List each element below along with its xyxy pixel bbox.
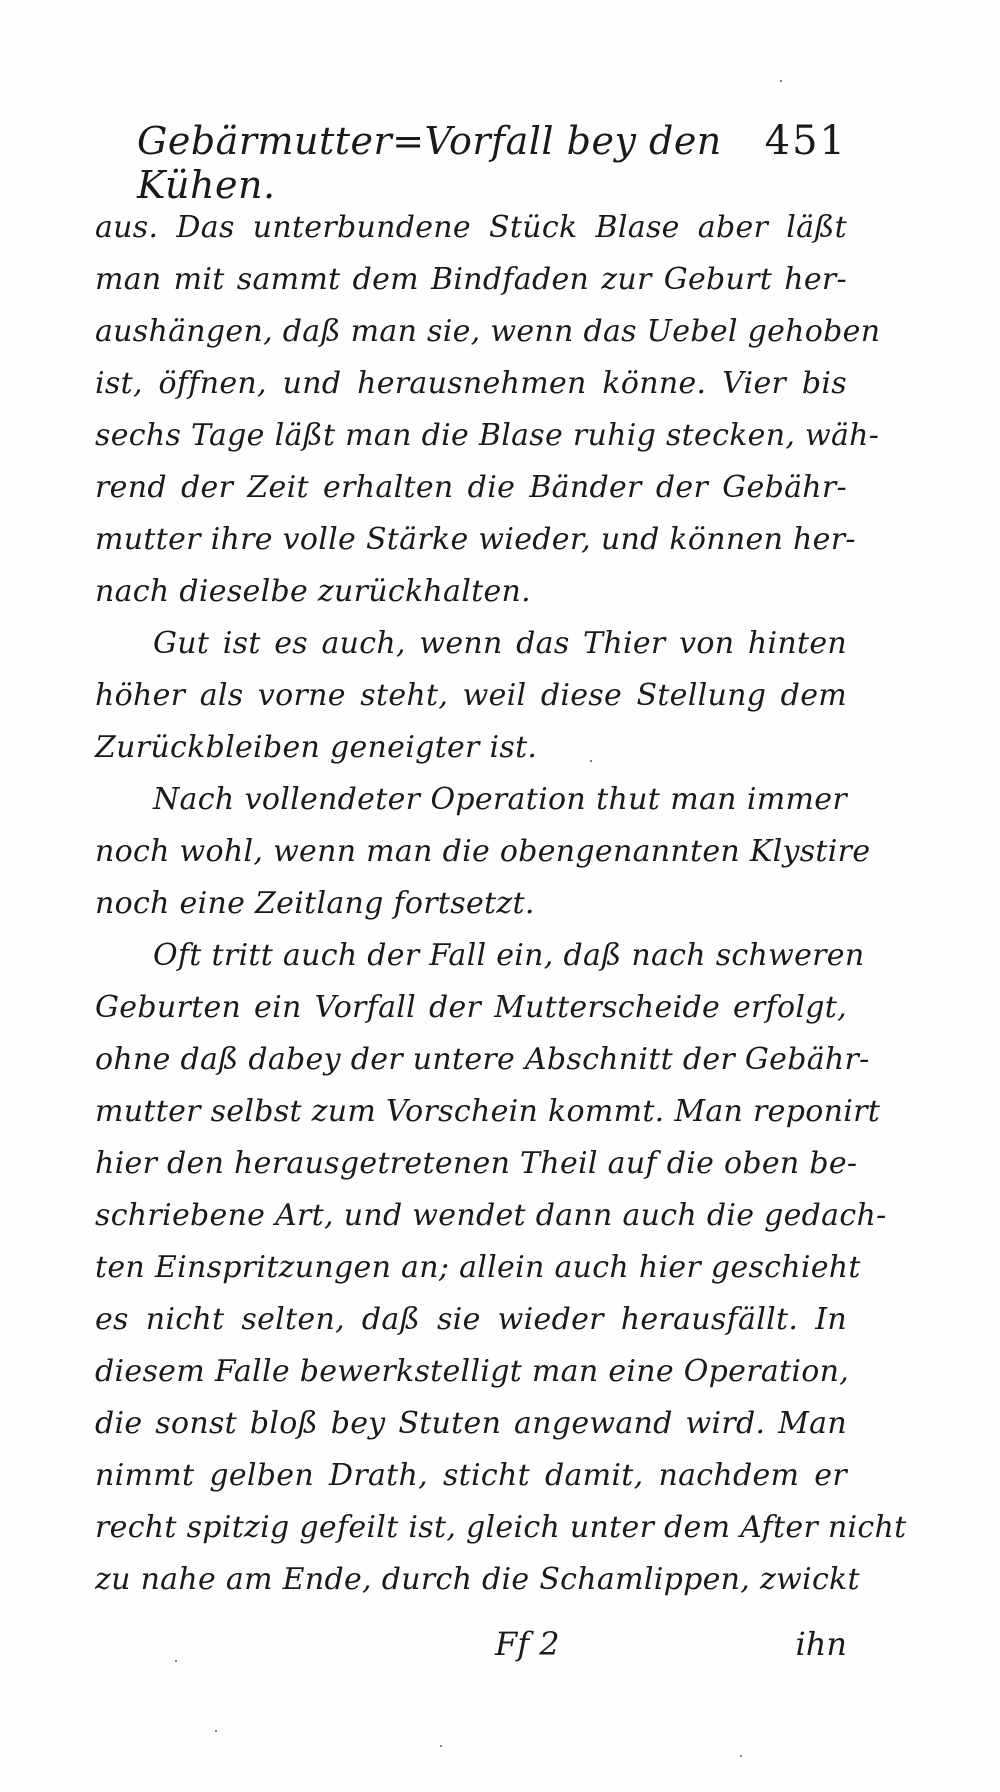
text-line: Gut ist es auch, wenn das Thier von hinten	[153, 626, 847, 661]
text-line: es nicht selten, daß sie wieder herausfällt. In	[95, 1302, 847, 1337]
text-line: höher als vorne steht, weil diese Stellung dem	[95, 678, 847, 713]
text-line: mutter selbst zum Vorschein kommt. Man reponirt	[95, 1094, 881, 1129]
paper-speck	[215, 1730, 217, 1732]
text-line: mutter ihre volle Stärke wieder, und können her-	[95, 522, 856, 557]
paper-speck	[175, 1660, 177, 1662]
text-line: nach dieselbe zurückhalten.	[95, 574, 531, 609]
text-line: schriebene Art, und wendet dann auch die gedach-	[95, 1198, 887, 1233]
paper-speck	[590, 760, 592, 762]
text-line: noch wohl, wenn man die obengenannten Klystire	[95, 834, 871, 869]
text-line: hier den herausgetretenen Theil auf die oben be-	[95, 1146, 858, 1181]
catchword: ihn	[795, 1625, 847, 1663]
running-title: Gebärmutter=Vorfall bey den Kühen.	[137, 119, 722, 207]
text-line: man mit sammt dem Bindfaden zur Geburt her-	[95, 262, 847, 297]
paper-speck	[780, 80, 782, 82]
text-line: recht spitzig gefeilt ist, gleich unter dem After nicht	[95, 1510, 907, 1545]
text-line: die sonst bloß bey Stuten angewand wird. Man	[95, 1406, 847, 1441]
page-footer	[95, 1625, 847, 1685]
text-line: Oft tritt auch der Fall ein, daß nach schweren	[153, 938, 865, 973]
text-line: aus. Das unterbundene Stück Blase aber läßt	[95, 210, 847, 245]
text-line: ten Einspritzungen an; allein auch hier geschieht	[95, 1250, 861, 1285]
signature-mark: Ff 2	[495, 1625, 560, 1663]
text-line: zu nahe am Ende, durch die Schamlippen, zwickt	[95, 1562, 860, 1597]
text-line: Nach vollendeter Operation thut man immer	[153, 782, 847, 817]
text-line: Geburten ein Vorfall der Mutterscheide erfolgt,	[95, 990, 847, 1025]
body-text	[95, 202, 907, 1606]
page-number: 451	[764, 118, 847, 164]
text-line: nimmt gelben Drath, sticht damit, nachdem er	[95, 1458, 847, 1493]
text-line: ist, öffnen, und herausnehmen könne. Vier bis	[95, 366, 847, 401]
text-line: ohne daß dabey der untere Abschnitt der Gebähr-	[95, 1042, 870, 1077]
text-line: aushängen, daß man sie, wenn das Uebel gehoben	[95, 314, 881, 349]
text-line: rend der Zeit erhalten die Bänder der Gebähr-	[95, 470, 847, 505]
paper-speck	[740, 1755, 742, 1757]
text-line: diesem Falle bewerkstelligt man eine Operation,	[95, 1354, 850, 1389]
text-line: sechs Tage läßt man die Blase ruhig stecken, wäh-	[95, 418, 880, 453]
running-head	[137, 118, 847, 207]
paper-speck	[440, 1745, 442, 1747]
text-line: noch eine Zeitlang fortsetzt.	[95, 886, 535, 921]
text-line: Zurückbleiben geneigter ist.	[95, 730, 538, 765]
